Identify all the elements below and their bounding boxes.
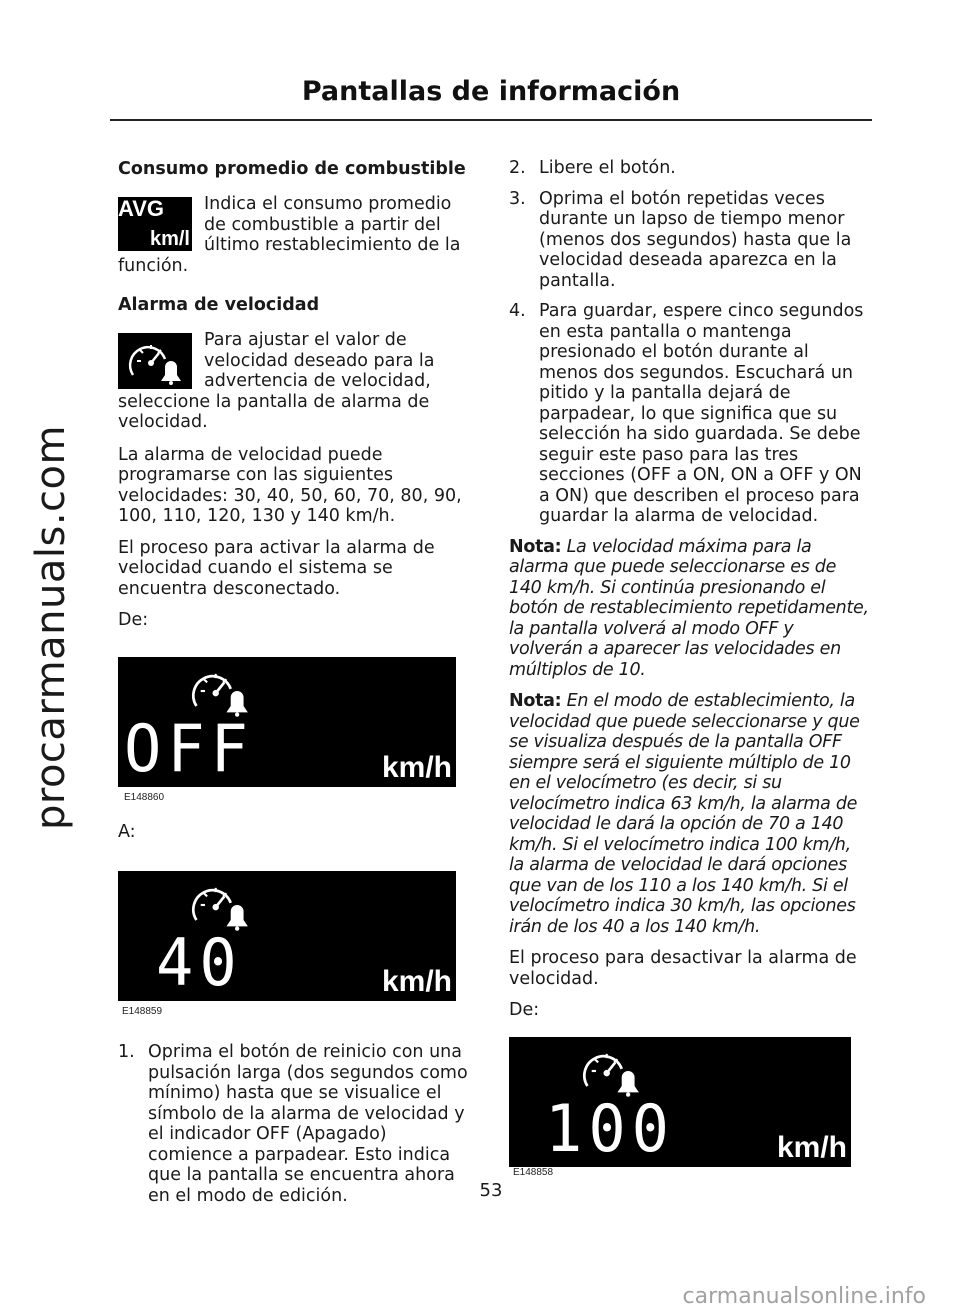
display-off — [118, 657, 476, 809]
list-item — [509, 189, 869, 292]
left-column — [118, 158, 476, 1216]
image-code: E148859 — [122, 1005, 163, 1017]
avg-icon-unit: km/l — [149, 227, 190, 250]
step-text: Libere el botón. — [539, 158, 676, 178]
side-watermark: procarmanuals.com — [28, 425, 74, 830]
step-number: 2. — [509, 158, 526, 178]
speed-alarm-heading: Alarma de velocidad — [118, 295, 320, 315]
speed-options-text: La alarma de velocidad puede programarse con las siguientes velocidades: 30, 40, 50, 60, 70, 80, 90, 100, 110, 120, 130 y 140 km/h. — [118, 444, 462, 526]
speed-alarm-icon — [118, 333, 192, 389]
fuel-consumption-text: Indica el consumo promedio de combustible a partir del último restablecimiento de la función. — [118, 194, 461, 276]
step-number: 4. — [509, 301, 526, 321]
display-screen — [118, 871, 456, 1001]
step-number: 1. — [118, 1042, 135, 1062]
note-2 — [509, 691, 869, 937]
note-label: Nota: — [509, 691, 562, 711]
fuel-consumption-paragraph — [118, 194, 476, 276]
display-screen — [118, 657, 456, 787]
image-code: E148858 — [513, 1166, 554, 1178]
steps-list-right — [509, 158, 869, 527]
right-column — [509, 158, 869, 1183]
step-text: Para guardar, espere cinco segundos en esta pantalla o mantenga presionado el botón durante al menos dos segundos. Escuchará un pitido y la pantalla dejará de parpadear, lo que significa que su selección ha sido guardada. Se debe seguir este paso para las tres secciones (OFF a ON, ON a OFF y ON a ON) que describen el proceso para guardar la alarma de velocidad. — [539, 301, 864, 526]
header-divider — [110, 119, 872, 121]
display-value: 100 — [545, 1089, 675, 1167]
to-label: A: — [118, 822, 136, 842]
fuel-consumption-heading: Consumo promedio de combustible — [118, 159, 466, 179]
page-number: 53 — [479, 1180, 503, 1201]
list-item — [509, 301, 869, 527]
note-1 — [509, 537, 869, 681]
display-100 — [509, 1037, 869, 1184]
from-label: De: — [118, 610, 149, 630]
speed-alarm-icon — [581, 1045, 641, 1097]
speed-alarm-paragraph — [118, 330, 476, 433]
deactivate-process-text: El proceso para desactivar la alarma de velocidad. — [509, 948, 857, 989]
page-title: Pantallas de información — [301, 76, 681, 107]
image-code: E148860 — [124, 791, 165, 803]
list-item — [509, 158, 869, 179]
display-unit: km/h — [381, 965, 452, 998]
step-text: Oprima el botón de reinicio con una pulsación larga (dos segundos como mínimo) hasta que se visualice el símbolo de la alarma de velocidad y el indicador OFF (Apagado) comience a parpadear. Esto indica que la pantalla se encuentra ahora en el modo de edición. — [148, 1042, 468, 1206]
bottom-watermark: carmanualsonline.info — [682, 1284, 926, 1309]
step-text: Oprima el botón repetidas veces durante un lapso de tiempo menor (menos dos segundos) hasta que la velocidad deseada aparezca en la pantalla. — [539, 188, 852, 291]
activate-process-text: El proceso para activar la alarma de velocidad cuando el sistema se encuentra desconectado. — [118, 537, 435, 599]
note-text: En el modo de establecimiento, la velocidad que puede seleccionarse y que se visualiza después de la pantalla OFF siempre será el siguiente múltiplo de 10 en el velocímetro (es decir, si su velocímetro indica 63 km/h, la alarma de velocidad le dará la opción de 70 a 140 km/h. Si el velocímetro indica 100 km/h, la alarma de velocidad le dará opciones que van de los 110 a los 140 km/h. Si el velocímetro indica 30 km/h, las opciones irán de los 40 a los 140 km/h. — [509, 691, 860, 937]
display-value: OFF — [124, 709, 254, 787]
avg-icon-label: AVG — [118, 196, 165, 221]
step-number: 3. — [509, 188, 526, 209]
display-screen — [509, 1037, 851, 1167]
speed-alarm-icon — [190, 665, 250, 717]
display-value: 40 — [156, 923, 243, 1001]
from-label: De: — [509, 1000, 540, 1020]
display-40 — [118, 871, 476, 1023]
speed-alarm-icon — [190, 879, 250, 931]
note-label: Nota: — [509, 536, 562, 557]
note-text: La velocidad máxima para la alarma que puede seleccionarse es de 140 km/h. Si continúa presionando el botón de restablecimiento repetidamente, la pantalla volverá al modo OFF y volverán a aparecer las velocidades en múltiplos de 10. — [509, 536, 869, 680]
display-unit: km/h — [776, 1131, 847, 1164]
avg-fuel-icon — [118, 197, 192, 251]
speed-alarm-text: Para ajustar el valor de velocidad deseado para la advertencia de velocidad, seleccione la pantalla de alarma de velocidad. — [118, 330, 435, 432]
display-unit: km/h — [381, 751, 452, 784]
